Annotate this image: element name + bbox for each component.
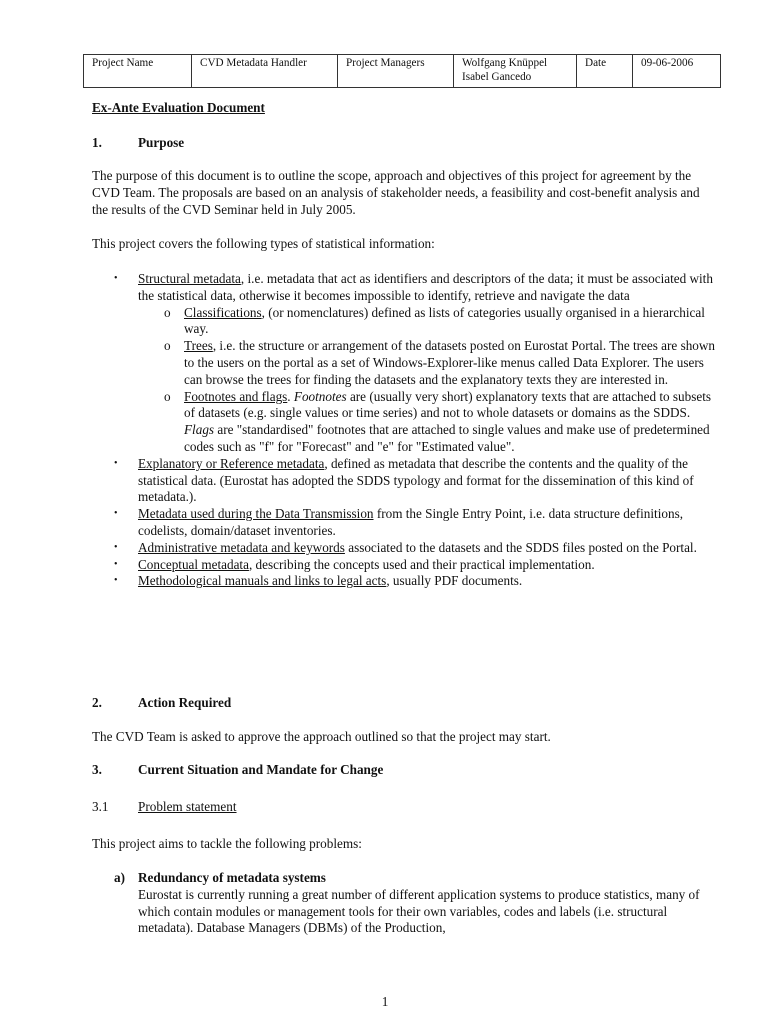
purpose-paragraph: The purpose of this document is to outline the scope, approach and objectives of this project for agreement by the CVD Team. The proposals are based on an analysis of stakeholder needs, a feasibility and cost-benefit analysis and the results of the CVD Seminar held in July 2005. xyxy=(92,168,700,217)
problems-intro: This project aims to tackle the following problems: xyxy=(92,836,362,851)
manager-1: Wolfgang Knüppel xyxy=(462,57,548,69)
item-term: Metadata used during the Data Transmission xyxy=(138,506,374,522)
date-label: Date xyxy=(577,55,633,88)
sub-item-text: . xyxy=(287,388,294,404)
project-name-label: Project Name xyxy=(84,55,192,88)
bullet: • xyxy=(114,457,118,469)
section-1-number: 1. xyxy=(92,135,102,150)
date-value: 09-06-2006 xyxy=(633,55,721,88)
project-managers-value xyxy=(454,55,577,88)
section-1-title: Purpose xyxy=(138,135,185,150)
list-item xyxy=(92,506,722,540)
item-term: Structural metadata xyxy=(138,271,241,286)
types-intro: This project covers the following types of statistical information: xyxy=(92,236,435,251)
item-term: Explanatory or Reference metadata xyxy=(138,455,325,471)
problem-a-title: Redundancy of metadata systems xyxy=(138,870,326,885)
bullet: • xyxy=(114,558,118,570)
document-title: Ex-Ante Evaluation Document xyxy=(92,100,265,115)
problem-a xyxy=(92,870,722,937)
sub-item-italic: Footnotes xyxy=(293,388,347,404)
item-term: Methodological manuals and links to legal acts xyxy=(138,573,387,589)
item-text: , describing the concepts used and their practical implementation. xyxy=(248,556,595,572)
item-text: , defined as metadata that describe the contents and the quality of the statistical data. (Eurostat has adopted the SDDS typology and format for the dissemination of this kind of metadata.). xyxy=(138,455,694,505)
item-term: Conceptual metadata xyxy=(138,556,249,572)
sub-bullet: o xyxy=(164,388,171,404)
page-number: 1 xyxy=(381,994,389,1009)
info-types-list xyxy=(92,271,722,590)
section-3-number: 3. xyxy=(92,762,102,777)
bullet: • xyxy=(114,273,118,284)
item-text: , i.e. metadata that act as identifiers and descriptors of the data; it must be associated with the statistical data, otherwise it becomes impossible to identify, retrieve and navigate the data xyxy=(138,271,713,303)
problem-a-text: Eurostat is currently running a great number of different application systems to produce statistics, many of which contain modules or management tools for their own variables, codes and labels (i.e. structural metadata). Database Managers (DBMs) of the Production, xyxy=(138,886,700,936)
item-term: Administrative metadata and keywords xyxy=(138,539,345,555)
sub-list-item xyxy=(92,389,722,456)
sub-item-text: , i.e. the structure or arrangement of the datasets posted on Eurostat Portal. The trees are shown to the users on the portal as a set of Windows-Explorer-like menus called Data Explorer. The users can browse the trees for finding the datasets and the explanatory texts they are interested in. xyxy=(184,338,716,387)
sub-bullet: o xyxy=(164,304,171,320)
sub-item-text: , (or nomenclatures) defined as lists of categories usually organised in a hierarchical way. xyxy=(184,304,705,337)
item-text: , usually PDF documents. xyxy=(386,573,523,589)
sub-bullet: o xyxy=(164,338,171,354)
header-table xyxy=(83,54,721,88)
bullet: • xyxy=(114,575,118,587)
sub-item-text: are "standardised" footnotes that are attached to single values and make use of predetermined codes such as "f" for "Forecast" and "e" for "Estimated value". xyxy=(184,422,710,454)
problem-a-label: a) xyxy=(114,870,125,885)
sub-list-item xyxy=(92,305,722,339)
bullet: • xyxy=(114,508,118,520)
project-managers-label: Project Managers xyxy=(338,55,454,88)
sub-list-item xyxy=(92,338,722,388)
list-item xyxy=(92,456,722,506)
manager-2: Isabel Gancedo xyxy=(462,70,532,83)
list-item xyxy=(92,573,722,590)
list-item xyxy=(92,557,722,574)
subsection-number: 3.1 xyxy=(92,799,109,814)
list-item xyxy=(92,540,722,557)
section-3-title: Current Situation and Mandate for Change xyxy=(138,762,384,777)
project-name-value: CVD Metadata Handler xyxy=(192,55,338,88)
problem-a-body xyxy=(92,870,722,937)
sub-item-term: Classifications xyxy=(184,304,262,320)
action-paragraph: The CVD Team is asked to approve the approach outlined so that the project may start. xyxy=(92,729,551,744)
section-2-number: 2. xyxy=(92,695,102,710)
sub-item-text: are (usually very short) explanatory texts that are attached to subsets of datasets (e.g. single values or time series) and not to whole datasets or domains as the SDDS. xyxy=(184,388,712,421)
item-text: associated to the datasets and the SDDS files posted on the Portal. xyxy=(344,539,697,555)
bullet: • xyxy=(114,541,118,553)
sub-item-term: Trees xyxy=(184,338,213,354)
subsection-title: Problem statement xyxy=(138,799,237,814)
sub-item-term: Footnotes and flags xyxy=(184,388,288,404)
item-text: from the Single Entry Point, i.e. data structure definitions, codelists, domain/dataset inventories. xyxy=(138,506,683,538)
section-2-title: Action Required xyxy=(138,695,232,710)
list-item xyxy=(92,271,722,305)
sub-item-italic: Flags xyxy=(184,422,215,438)
